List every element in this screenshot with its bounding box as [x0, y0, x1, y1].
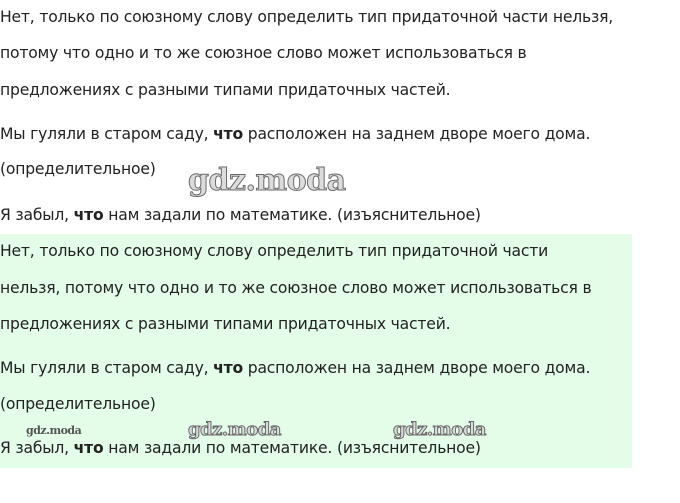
text-line: нельзя, потому что одно и то же союзное слово может использоваться в — [0, 279, 592, 297]
clause-type: (определительное) — [0, 395, 156, 413]
text-line: потому что одно и то же союзное слово может использоваться в — [0, 44, 527, 62]
text: нам задали по математике. (изъяснительное) — [103, 439, 481, 457]
text: Мы гуляли в старом саду, — [0, 359, 214, 377]
watermark-logo: gdz.moda — [188, 163, 346, 198]
text-line: предложениях с разными типами придаточных частей. — [0, 315, 451, 333]
example-sentence — [0, 206, 481, 224]
question-block — [0, 0, 680, 234]
text: расположен на заднем дворе моего дома. — [242, 125, 591, 143]
text: Я забыл, — [0, 439, 74, 457]
watermark-logo: gdz.moda — [188, 419, 281, 440]
text-line: предложениях с разными типами придаточных частей. — [0, 81, 451, 99]
example-sentence — [0, 359, 590, 377]
conjunctive-word: что — [73, 439, 104, 457]
text-line: Нет, только по союзному слову определить тип придаточной части — [0, 242, 549, 260]
watermark-logo: gdz.moda — [26, 424, 82, 437]
example-sentence — [0, 125, 590, 143]
text: Я забыл, — [0, 206, 74, 224]
conjunctive-word: что — [213, 359, 243, 377]
example-sentence — [0, 439, 481, 457]
conjunctive-word: что — [213, 125, 243, 143]
text: нам задали по математике. (изъяснительное) — [103, 206, 481, 224]
text-line: Нет, только по союзному слову определить тип придаточной части нельзя, — [0, 8, 614, 26]
text: Мы гуляли в старом саду, — [0, 125, 214, 143]
text: расположен на заднем дворе моего дома. — [242, 359, 591, 377]
watermark-logo: gdz.moda — [393, 419, 486, 440]
answer-block — [0, 234, 632, 468]
conjunctive-word: что — [73, 206, 104, 224]
clause-type: (определительное) — [0, 160, 156, 178]
